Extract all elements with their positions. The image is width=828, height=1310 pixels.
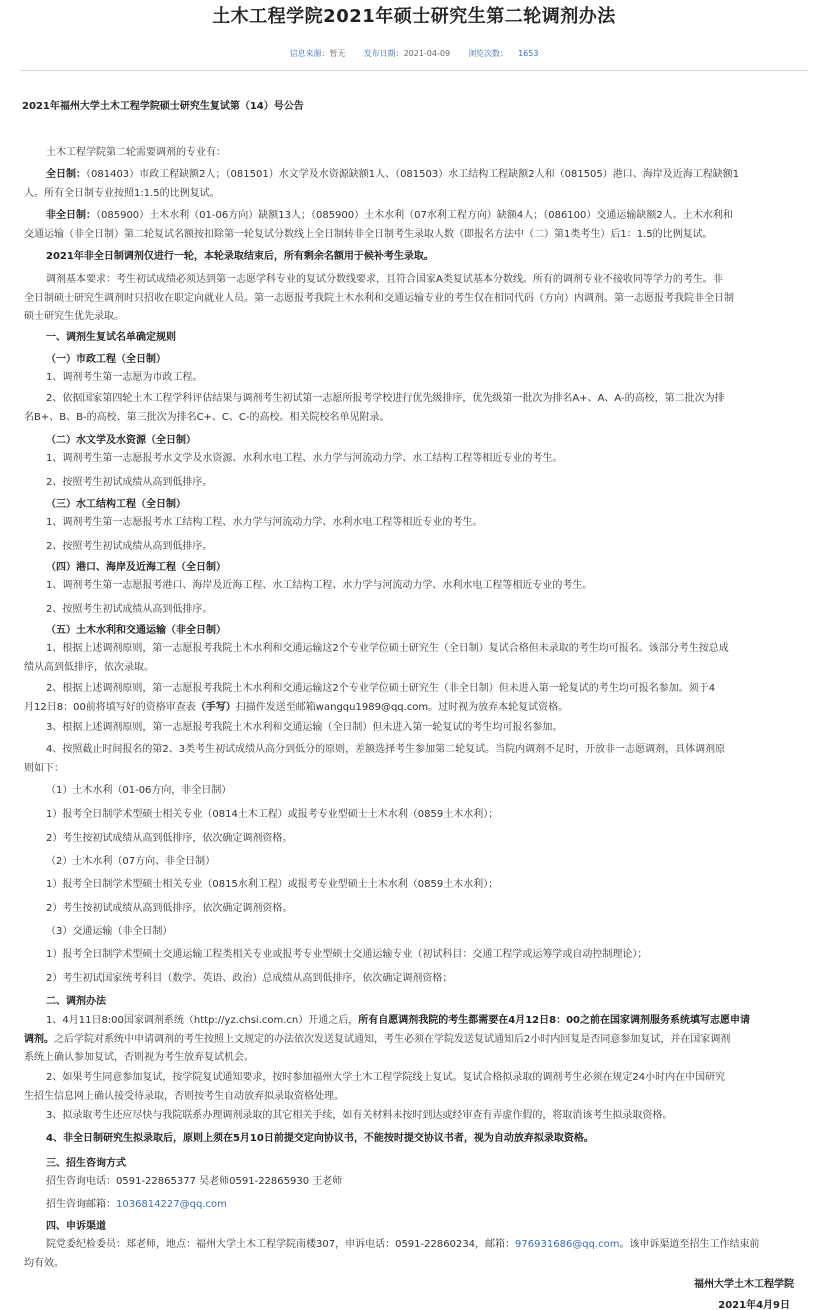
fulltime-paragraph: 全日制：（081403）市政工程缺额2人；（081501）水文学及水资源缺额1人、（081503）水工结构工程缺额2人和（081505）港口、海岸及近海工程缺额1 人。所有全日制专业按照1:1.5的比例复试。 (24, 169, 740, 199)
method-1: 1、4月11日8:00国家调剂系统（http://yz.chsi.com.cn）开通之后，所有自愿调剂我院的考生都需要在4月12日8：00之前在国家调剂服务系统填写志愿申请 调剂。之后学院对系统中申请调剂的考生按照上文规定的办法依次发送复试通知，考生必须在学院发送复试通知后2小时内回复是否同意参加复试，并在国家调剂 系统上确认参加复试，否则视为考生放弃复试机会。 (24, 1015, 751, 1063)
s4-title: （四）港口、海岸及近海工程（全日制） (46, 562, 226, 573)
source-label: 信息来源： (289, 49, 330, 58)
d1-rule-1: 1）报考全日制学术型硕士相关专业（0814土木工程）或报考专业型硕士土木水利（0859土木水利）； (46, 809, 499, 820)
s2-title: （二）水文学及水资源（全日制） (46, 435, 196, 446)
method-3: 3、拟录取考生还应尽快与我院联系办理调剂录取的其它相关手续，如有关材料未按时到达或经审查有弄虚作假的，将取消该考生拟录取资格。 (46, 1110, 673, 1121)
intro-text: 土木工程学院第二轮需要调剂的专业有： (46, 147, 226, 158)
article-meta (0, 48, 828, 59)
s4-rule-1: 1、调剂考生第一志愿报考港口、海岸及近海工程、水工结构工程、水力学与河流动力学、水利水电工程等相近专业的考生。 (46, 580, 593, 591)
header-divider (20, 70, 808, 71)
footer-date: 2021年4月9日 (718, 1300, 790, 1310)
s3-rule-1: 1、调剂考生第一志愿报考水工结构工程、水力学与河流动力学、水利水电工程等相近专业的考生。 (46, 517, 483, 528)
section-2-heading: 二、调剂办法 (46, 996, 106, 1007)
appeal-email-link[interactable]: 976931686@qq.com (515, 1239, 620, 1250)
footer-org: 福州大学土木工程学院 (694, 1279, 794, 1290)
d2-rule-1: 1）报考全日制学术型硕士相关专业（0815水利工程）或报考专业型硕士土木水利（0859土木水利）； (46, 879, 499, 890)
source-value: 暂无 (329, 49, 346, 58)
consult-email-link[interactable]: 1036814227@qq.com (116, 1199, 227, 1210)
s4-rule-2: 2、按照考生初试成绩从高到低排序。 (46, 604, 213, 615)
d2-rule-2: 2）考生按初试成绩从高到低排序，依次确定调剂资格。 (46, 903, 293, 914)
fulltime-label: 全日制： (46, 169, 86, 180)
s1-title: （一）市政工程（全日制） (46, 354, 166, 365)
views-value: 1653 (518, 49, 539, 58)
section-1-heading: 一、调剂生复试名单确定规则 (46, 332, 176, 343)
d2-title: （2）土木水利（07方向、非全日制） (46, 856, 216, 867)
s1-rule-1: 1、调剂考生第一志愿为市政工程。 (46, 372, 203, 383)
s5-rule-1: 1、根据上述调剂原则，第一志愿报考我院土木水利和交通运输这2个专业学位硕士研究生（全日制）复试合格但未录取的考生均可报名。该部分考生按总成 绩从高到低排序，依次录取。 (24, 643, 729, 673)
d3-rule-2: 2）考生初试国家统考科目（数学、英语、政治）总成绩从高到低排序，依次确定调剂资格； (46, 973, 453, 984)
s5-rule-2: 2、根据上述调剂原则，第一志愿报考我院土木水利和交通运输这2个专业学位硕士研究生（非全日制）但未进入第一轮复试的考生均可报名参加。须于4 月12日8：00前将填写好的资格审查表（手写）扫描件发送至邮箱wangqu1989@qq.com。过时视为放弃本轮复试资格。 (24, 683, 716, 713)
basic-requirements: 调剂基本要求：考生初试成绩必须达到第一志愿学科专业的复试分数线要求，且符合国家A类复试基本分数线。所有的调剂专业不接收同等学力的考生。非 全日制硕士研究生调剂时只招收在职定向就业人员。第一志愿报考我院土木水利和交通运输专业的考生仅在相同代码（方向）内调剂。第一志愿报考我院非全日制 硕士研究生优先录取。 (24, 274, 734, 322)
s3-rule-2: 2、按照考生初试成绩从高到低排序。 (46, 541, 213, 552)
views-label: 浏览次数： (468, 49, 509, 58)
d1-title: （1）土木水利（01-06方向，非全日制） (46, 785, 232, 796)
s5-title: （五）土木水利和交通运输（非全日制） (46, 625, 226, 636)
page-title: 土木工程学院2021年硕士研究生第二轮调剂办法 (212, 6, 616, 27)
s5-rule-3: 3、根据上述调剂原则，第一志愿报考我院土木水利和交通运输（全日制）但未进入第一轮复试的考生均可报名参加。 (46, 722, 563, 733)
d3-title: （3）交通运输（非全日制） (46, 926, 173, 937)
s5-rule-4: 4、按照截止时间报名的第2、3类考生初试成绩从高分到低分的原则，差额选择考生参加第二轮复试。当院内调剂不足时，开放非一志愿调剂，具体调剂原 则如下： (24, 744, 726, 774)
parttime-paragraph: 非全日制：（085900）土木水利（01-06方向）缺额13人；（085900）土木水利（07水利工程方向）缺额4人；（086100）交通运输缺额2人。土木水利和 交通运输（非全日制）第二轮复试名额按扣除第一轮复试分数线上全日制转非全日制考生录取人数（即报名方法中（二）第1类考生）后1：1.5的比例复试。 (24, 210, 733, 240)
appeal-paragraph: 院党委纪检委员：郑老师，地点：福州大学土木工程学院南楼307，申诉电话：0591-22860234，邮箱：976931686@qq.com。该申诉渠道至招生工作结束前 均有效。 (24, 1239, 760, 1269)
s3-title: （三）水工结构工程（全日制） (46, 499, 186, 510)
s2-rule-1: 1、调剂考生第一志愿报考水文学及水资源、水利水电工程、水力学与河流动力学、水工结构工程等相近专业的考生。 (46, 453, 563, 464)
phone-numbers: 0591-22865377 吴老师0591-22865930 王老师 (116, 1176, 343, 1187)
consult-email: 招生咨询邮箱：1036814227@qq.com (46, 1199, 227, 1210)
d3-rule-1: 1）报考全日制学术型硕士交通运输工程类相关专业或报考专业型硕士交通运输专业（初试科目：交通工程学或运筹学或自动控制理论）； (46, 949, 648, 960)
parttime-label: 非全日制： (46, 210, 96, 221)
announcement-subtitle: 2021年福州大学土木工程学院硕士研究生复试第（14）号公告 (22, 101, 304, 112)
section-4-heading: 四、申诉渠道 (46, 1221, 106, 1232)
method-4: 4、非全日制研究生拟录取后，原则上须在5月10日前提交定向协议书，不能按时提交协议书者，视为自动放弃拟录取资格。 (46, 1133, 594, 1144)
d1-rule-2: 2）考生按初试成绩从高到低排序，依次确定调剂资格。 (46, 833, 293, 844)
section-3-heading: 三、招生咨询方式 (46, 1158, 126, 1169)
consult-phone: 招生咨询电话：0591-22865377 吴老师0591-22865930 王老师 (46, 1176, 343, 1187)
date-label: 发布日期： (363, 49, 404, 58)
notice-text: 2021年非全日制调剂仅进行一轮，本轮录取结束后，所有剩余名额用于候补考生录取。 (46, 251, 434, 262)
date-value: 2021-04-09 (403, 49, 451, 58)
s2-rule-2: 2、按照考生初试成绩从高到低排序。 (46, 477, 213, 488)
s1-rule-2: 2、依据国家第四轮土木工程学科评估结果与调剂考生初试第一志愿所报考学校进行优先级排序，优先级第一批次为排名A+、A、A-的高校，第二批次为排 名B+、B、B-的高校、第三批次为排名C+、C、C-的高校。相关院校名单见附录。 (24, 393, 725, 423)
method-2: 2、如果考生同意参加复试，按学院复试通知要求，按时参加福州大学土木工程学院线上复试。复试合格拟录取的调剂考生必须在规定24小时内在中国研究 生招生信息网上确认接受待录取，否则按考生自动放弃拟录取资格处理。 (24, 1072, 726, 1102)
